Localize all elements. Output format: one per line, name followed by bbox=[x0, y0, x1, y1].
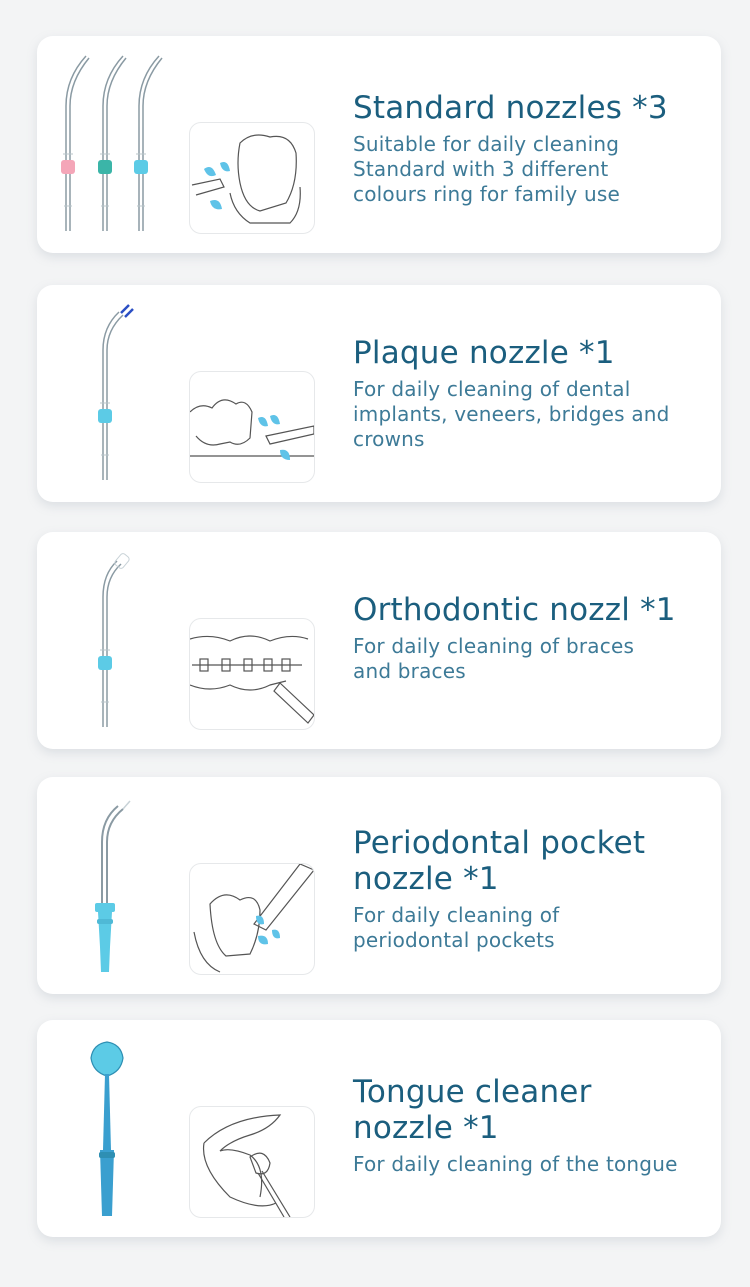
product-title: Standard nozzles *3 bbox=[353, 90, 668, 126]
product-card-orthodontic bbox=[37, 532, 721, 749]
side-teeth-brush-icon bbox=[189, 371, 315, 483]
product-description: For daily cleaning of braces and braces bbox=[353, 634, 635, 683]
tongue-cleaning-icon bbox=[189, 1106, 315, 1218]
product-card-plaque bbox=[37, 285, 721, 502]
product-description: For daily cleaning of the tongue bbox=[353, 1152, 678, 1176]
product-description: For daily cleaning of dental implants, veneers, bridges and crowns bbox=[353, 377, 670, 451]
product-text bbox=[353, 90, 707, 207]
product-text bbox=[353, 1074, 707, 1177]
product-description: Suitable for daily cleaning Standard with 3 different colours ring for family use bbox=[353, 132, 620, 206]
product-text bbox=[353, 335, 707, 452]
product-title: Orthodontic nozzl *1 bbox=[353, 592, 676, 628]
periodontal-nozzle-icon bbox=[37, 777, 187, 994]
product-title: Tongue cleaner nozzle *1 bbox=[353, 1074, 592, 1146]
product-text bbox=[353, 592, 707, 684]
gum-pocket-spray-icon bbox=[189, 863, 315, 975]
product-card-periodontal bbox=[37, 777, 721, 994]
orthodontic-nozzle-icon bbox=[37, 532, 187, 749]
product-title: Periodontal pocket nozzle *1 bbox=[353, 825, 646, 897]
product-card-tongue bbox=[37, 1020, 721, 1237]
braces-teeth-icon bbox=[189, 618, 315, 730]
plaque-nozzle-icon bbox=[37, 285, 187, 502]
standard-nozzles-icon bbox=[37, 36, 187, 253]
front-tooth-spray-icon bbox=[189, 122, 315, 234]
product-card-standard bbox=[37, 36, 721, 253]
product-description: For daily cleaning of periodontal pockets bbox=[353, 903, 560, 952]
product-text bbox=[353, 825, 707, 953]
product-title: Plaque nozzle *1 bbox=[353, 335, 615, 371]
tongue-cleaner-icon bbox=[37, 1020, 187, 1237]
